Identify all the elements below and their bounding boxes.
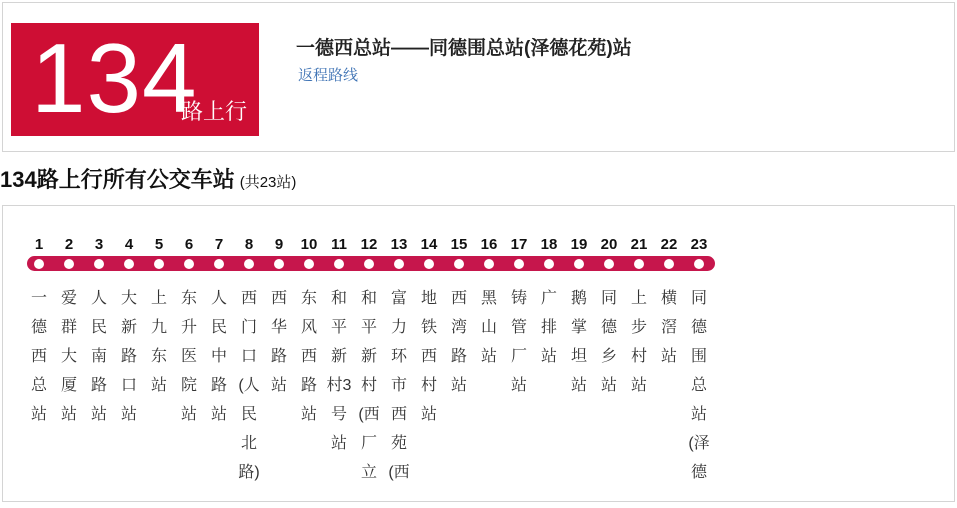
stop-name-char: 站 [30,406,47,423]
stop-name-char: 站 [600,377,617,394]
stop-name-8[interactable] [238,284,259,487]
stop-name-char: 医 [180,348,197,365]
stop-name-char: 站 [510,377,527,394]
stop-number: 21 [630,236,648,253]
stop-track [84,256,114,271]
stop-name-char: 西 [390,406,407,423]
stop-name-16[interactable] [481,284,497,371]
stop-track [234,256,264,271]
stop-column [384,236,414,487]
stop-name-char: 滘 [660,319,677,336]
stop-name-char: 爱 [60,290,77,307]
stop-number: 5 [154,236,164,253]
stop-name-char: 站 [150,377,167,394]
stop-column [594,236,624,487]
stop-number: 8 [244,236,254,253]
stop-name-char: 站 [120,406,137,423]
stop-name-23[interactable] [688,284,709,487]
stop-name-char: 广 [540,290,557,307]
stop-name-char: 路 [210,377,227,394]
stop-name-char: 村 [420,377,437,394]
stop-number: 3 [94,236,104,253]
stop-name-char: 新 [360,348,377,365]
stop-name-char: 同 [600,290,617,307]
stop-name-char: 市 [390,377,407,394]
stop-name-char: 坦 [570,348,587,365]
stop-track [444,256,474,271]
stop-name-char: 掌 [570,319,587,336]
stop-name-char: 站 [660,348,677,365]
stop-name-char: 厂 [510,348,527,365]
stop-name-char: 中 [210,348,227,365]
stop-name-char: 横 [660,290,677,307]
stop-track [504,256,534,271]
stop-track [144,256,174,271]
stop-name-char: 平 [360,319,377,336]
stop-name-15[interactable] [451,284,467,400]
stop-number: 13 [390,236,408,253]
stop-name-20[interactable] [601,284,617,400]
stop-name-7[interactable] [211,284,227,429]
stop-dot-icon [424,259,434,269]
stop-name-char: 湾 [450,319,467,336]
stop-track [264,256,294,271]
stop-name-char: 路 [300,377,317,394]
stop-track [594,256,624,271]
stop-name-char: 升 [180,319,197,336]
stop-dot-icon [694,259,704,269]
stop-name-char: 管 [510,319,527,336]
stop-track [204,256,234,271]
stop-track [24,256,54,271]
stop-dot-icon [94,259,104,269]
stop-name-char: 厦 [60,377,77,394]
stop-name-char: 山 [480,319,497,336]
stop-name-char: 德 [690,464,707,481]
stop-dot-icon [274,259,284,269]
stop-name-17[interactable] [511,284,527,400]
stop-number: 11 [331,236,347,253]
route-direction-suffix: 路上行 [180,99,247,124]
stop-name-19[interactable] [571,284,587,400]
stop-dot-icon [334,259,344,269]
stop-dot-icon [304,259,314,269]
stop-name-char: 和 [360,290,377,307]
stop-dot-icon [394,259,404,269]
stop-name-char: 站 [570,377,587,394]
stop-name-char: 村 [360,377,377,394]
stop-name-char: 口 [240,348,257,365]
stop-name-21[interactable] [631,284,647,400]
stop-name-char: 新 [120,319,137,336]
stop-name-char: 村 [630,348,647,365]
stop-name-char: (泽 [688,435,710,452]
stop-name-char: 步 [630,319,647,336]
stop-name-9[interactable] [271,284,287,400]
stop-number: 14 [420,236,438,253]
stop-name-char: 力 [390,319,407,336]
stop-dot-icon [634,259,644,269]
stop-name-char: 立 [360,464,377,481]
stop-name-char: 院 [180,377,197,394]
stop-column [114,236,144,487]
stop-name-char: 站 [330,435,347,452]
stop-name-char: 同 [690,290,707,307]
stop-name-char: 西 [30,348,47,365]
stop-name-char: 新 [330,348,347,365]
stop-name-char: 西 [420,348,437,365]
stop-dot-icon [604,259,614,269]
stop-number: 20 [600,236,618,253]
stop-name-2[interactable] [61,284,77,429]
stop-number: 16 [480,236,498,253]
stop-name-char: 围 [690,348,707,365]
stop-column [84,236,114,487]
stop-number: 12 [360,236,378,253]
stop-name-char: 风 [300,319,317,336]
stop-name-char: 德 [600,319,617,336]
stop-column [264,236,294,487]
stop-name-6[interactable] [181,284,197,429]
stop-name-char: 站 [300,406,317,423]
stop-name-14[interactable] [421,284,437,429]
stop-dot-icon [244,259,254,269]
stop-name-char: 大 [60,348,77,365]
stop-column [414,236,444,487]
stop-track [384,256,414,271]
stop-number: 15 [450,236,468,253]
stops-heading-main: 134路上行所有公交车站 [0,167,235,192]
stop-column [564,236,594,487]
stop-name-char: 站 [420,406,437,423]
stop-name-char: 和 [330,290,347,307]
stop-name-char: 站 [480,348,497,365]
stop-column [324,236,354,487]
stop-name-char: 黑 [480,290,497,307]
stop-name-char: 南 [90,348,107,365]
return-route-link[interactable]: 返程路线 [298,67,359,84]
stop-name-char: 上 [630,290,647,307]
stop-name-11[interactable] [327,284,352,458]
stop-name-char: 民 [240,406,257,423]
stop-name-char: (西 [388,464,410,481]
stop-dot-icon [154,259,164,269]
stop-track [624,256,654,271]
stop-name-char: (西 [358,406,380,423]
stops-section-heading [0,163,296,194]
stop-name-char: 路 [450,348,467,365]
stop-name-char: 路) [238,464,260,481]
stop-name-char: 东 [300,290,317,307]
stop-track [414,256,444,271]
stop-name-char: 西 [270,290,287,307]
stop-name-char: 总 [30,377,47,394]
stop-name-char: 站 [540,348,557,365]
stop-name-12[interactable] [358,284,379,487]
stop-name-char: 德 [690,319,707,336]
route-title: 一德西总站——同德围总站(泽德花苑)站 [296,38,632,59]
stop-column [174,236,204,487]
stop-track [294,256,324,271]
stop-track [654,256,684,271]
stop-column [654,236,684,487]
stop-track [534,256,564,271]
route-map-panel [2,205,955,502]
stop-name-char: 九 [150,319,167,336]
stop-number: 19 [570,236,588,253]
route-header-panel [2,2,955,152]
stop-track [324,256,354,271]
stop-name-char: 口 [120,377,137,394]
stop-name-char: 地 [420,290,437,307]
stop-name-char: 站 [210,406,227,423]
stop-name-char: 号 [330,406,347,423]
stop-name-char: 站 [90,406,107,423]
stop-number: 18 [540,236,558,253]
stop-column [294,236,324,487]
stop-column [504,236,534,487]
stop-number: 1 [34,236,44,253]
stop-track [474,256,504,271]
stop-dot-icon [184,259,194,269]
route-number: 134 [31,22,198,133]
stop-name-3[interactable] [91,284,107,429]
stop-track [564,256,594,271]
stop-column [684,236,714,487]
stop-column [444,236,474,487]
stop-column [54,236,84,487]
stop-name-char: 铸 [510,290,527,307]
stop-number: 22 [660,236,678,253]
stop-name-char: 乡 [600,348,617,365]
stop-name-char: 上 [150,290,167,307]
stops-count-note: (共23站) [239,174,297,191]
stop-dot-icon [214,259,224,269]
stop-name-char: 西 [450,290,467,307]
stop-name-char: 群 [60,319,77,336]
stop-dot-icon [544,259,554,269]
stop-track [54,256,84,271]
stop-column [204,236,234,487]
stop-name-char: 站 [450,377,467,394]
stop-number: 2 [64,236,74,253]
stop-name-char: 村3 [326,377,352,394]
stop-name-char: 鹅 [570,290,587,307]
stop-name-char: 路 [120,348,137,365]
stops-row [24,236,714,487]
stop-column [624,236,654,487]
stop-dot-icon [364,259,374,269]
stop-name-char: 一 [30,290,47,307]
stop-name-char: 人 [210,290,227,307]
stop-name-char: 厂 [360,435,377,452]
stop-column [234,236,264,487]
stop-dot-icon [454,259,464,269]
stop-name-char: 华 [270,319,287,336]
stop-name-char: 东 [150,348,167,365]
route-number-badge [11,23,259,136]
stop-name-1[interactable] [31,284,47,429]
stop-name-char: 北 [240,435,257,452]
stop-name-char: 站 [270,377,287,394]
stop-name-char: 苑 [390,435,407,452]
stop-name-char: 站 [690,406,707,423]
stop-track [174,256,204,271]
stop-track [354,256,384,271]
stop-column [144,236,174,487]
stop-name-13[interactable] [388,284,409,487]
stop-dot-icon [124,259,134,269]
stop-name-char: 东 [180,290,197,307]
stop-name-4[interactable] [121,284,137,429]
stop-name-char: 门 [240,319,257,336]
stop-column [354,236,384,487]
stop-name-5[interactable] [151,284,167,400]
stop-name-char: (人 [238,377,260,394]
stop-number: 10 [300,236,318,253]
stop-name-18[interactable] [541,284,557,371]
stop-dot-icon [64,259,74,269]
stop-name-char: 铁 [420,319,437,336]
stop-name-char: 人 [90,290,107,307]
stop-name-char: 德 [30,319,47,336]
stop-dot-icon [664,259,674,269]
stop-track [684,256,714,271]
stop-number: 17 [510,236,528,253]
stop-column [534,236,564,487]
stop-name-10[interactable] [301,284,317,429]
stop-name-char: 富 [390,290,407,307]
stop-name-char: 排 [540,319,557,336]
stop-name-char: 大 [120,290,137,307]
stop-name-char: 站 [630,377,647,394]
stop-number: 23 [690,236,708,253]
stop-name-char: 路 [90,377,107,394]
stop-name-char: 站 [180,406,197,423]
stop-track [114,256,144,271]
stop-name-char: 西 [300,348,317,365]
stop-number: 9 [274,236,284,253]
stop-name-char: 环 [390,348,407,365]
stop-name-22[interactable] [661,284,677,371]
stop-dot-icon [574,259,584,269]
stop-name-char: 总 [690,377,707,394]
stop-dot-icon [484,259,494,269]
stop-name-char: 站 [60,406,77,423]
stop-dot-icon [34,259,44,269]
stop-name-char: 西 [240,290,257,307]
stop-column [474,236,504,487]
stop-number: 6 [184,236,194,253]
stop-name-char: 平 [330,319,347,336]
stop-dot-icon [514,259,524,269]
stop-name-char: 民 [210,319,227,336]
stop-number: 7 [214,236,224,253]
stop-number: 4 [124,236,134,253]
stop-name-char: 路 [270,348,287,365]
stop-column [24,236,54,487]
stop-name-char: 民 [90,319,107,336]
